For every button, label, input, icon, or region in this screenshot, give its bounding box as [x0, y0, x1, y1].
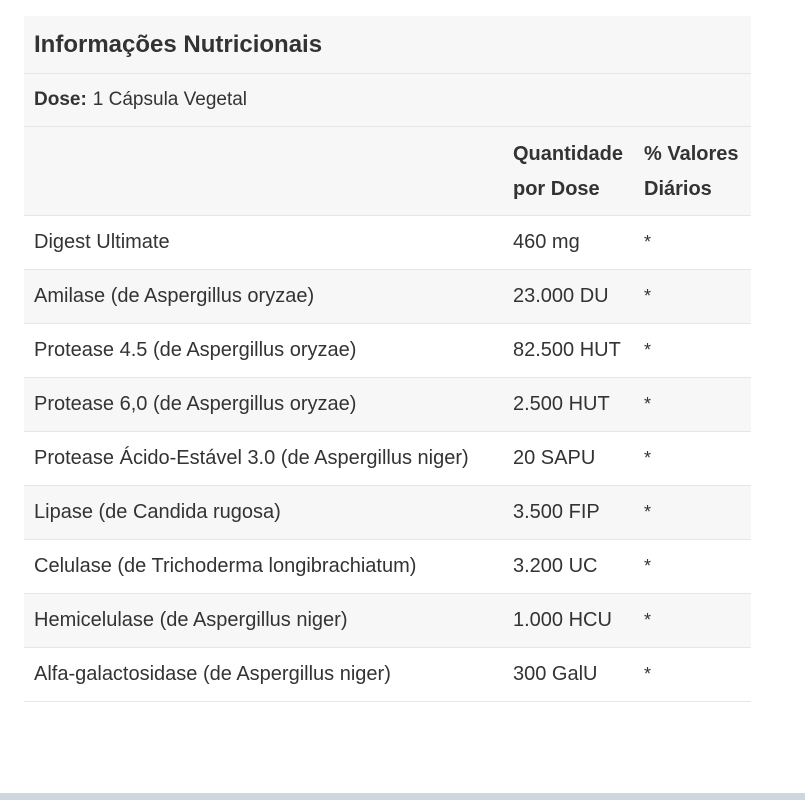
ingredient-cell: Celulase (de Trichoderma longibrachiatum) — [24, 540, 502, 594]
table-row — [24, 648, 751, 702]
daily-value-cell: * — [643, 378, 751, 432]
daily-value-cell: * — [643, 216, 751, 270]
ingredient-cell: Hemicelulase (de Aspergillus niger) — [24, 594, 502, 648]
ingredient-cell: Digest Ultimate — [24, 216, 502, 270]
amount-cell: 20 SAPU — [502, 432, 643, 486]
header-amount: Quantidade por Dose — [502, 127, 643, 216]
amount-cell: 460 mg — [502, 216, 643, 270]
panel-title: Informações Nutricionais — [34, 30, 323, 58]
dose-label: Dose: — [34, 89, 87, 110]
table-row — [24, 324, 751, 378]
table-body — [24, 216, 751, 702]
daily-value-cell: * — [643, 270, 751, 324]
ingredient-cell: Protease 6,0 (de Aspergillus oryzae) — [24, 378, 502, 432]
amount-cell: 2.500 HUT — [502, 378, 643, 432]
daily-value-cell: * — [643, 432, 751, 486]
amount-cell: 300 GalU — [502, 648, 643, 702]
amount-cell: 23.000 DU — [502, 270, 643, 324]
table-row — [24, 270, 751, 324]
daily-value-cell: * — [643, 324, 751, 378]
horizontal-scrollbar[interactable] — [0, 793, 805, 800]
amount-cell: 82.500 HUT — [502, 324, 643, 378]
ingredient-cell: Amilase (de Aspergillus oryzae) — [24, 270, 502, 324]
table-header-row — [24, 127, 751, 216]
dose-row — [24, 74, 751, 127]
daily-value-cell: * — [643, 540, 751, 594]
table-row — [24, 594, 751, 648]
amount-cell: 3.500 FIP — [502, 486, 643, 540]
nutrition-table — [24, 127, 751, 702]
ingredient-cell: Lipase (de Candida rugosa) — [24, 486, 502, 540]
nutrition-facts-panel — [24, 16, 751, 702]
header-ingredient — [24, 127, 502, 216]
daily-value-cell: * — [643, 486, 751, 540]
table-row — [24, 486, 751, 540]
title-bar — [24, 16, 751, 74]
ingredient-cell: Protease 4.5 (de Aspergillus oryzae) — [24, 324, 502, 378]
daily-value-cell: * — [643, 648, 751, 702]
table-row — [24, 540, 751, 594]
header-daily-value: % Valores Diários — [643, 127, 751, 216]
table-row — [24, 216, 751, 270]
amount-cell: 1.000 HCU — [502, 594, 643, 648]
dose-value: 1 Cápsula Vegetal — [92, 89, 248, 110]
amount-cell: 3.200 UC — [502, 540, 643, 594]
daily-value-cell: * — [643, 594, 751, 648]
ingredient-cell: Alfa-galactosidase (de Aspergillus niger) — [24, 648, 502, 702]
table-row — [24, 432, 751, 486]
ingredient-cell: Protease Ácido-Estável 3.0 (de Aspergillus niger) — [24, 432, 502, 486]
table-row — [24, 378, 751, 432]
